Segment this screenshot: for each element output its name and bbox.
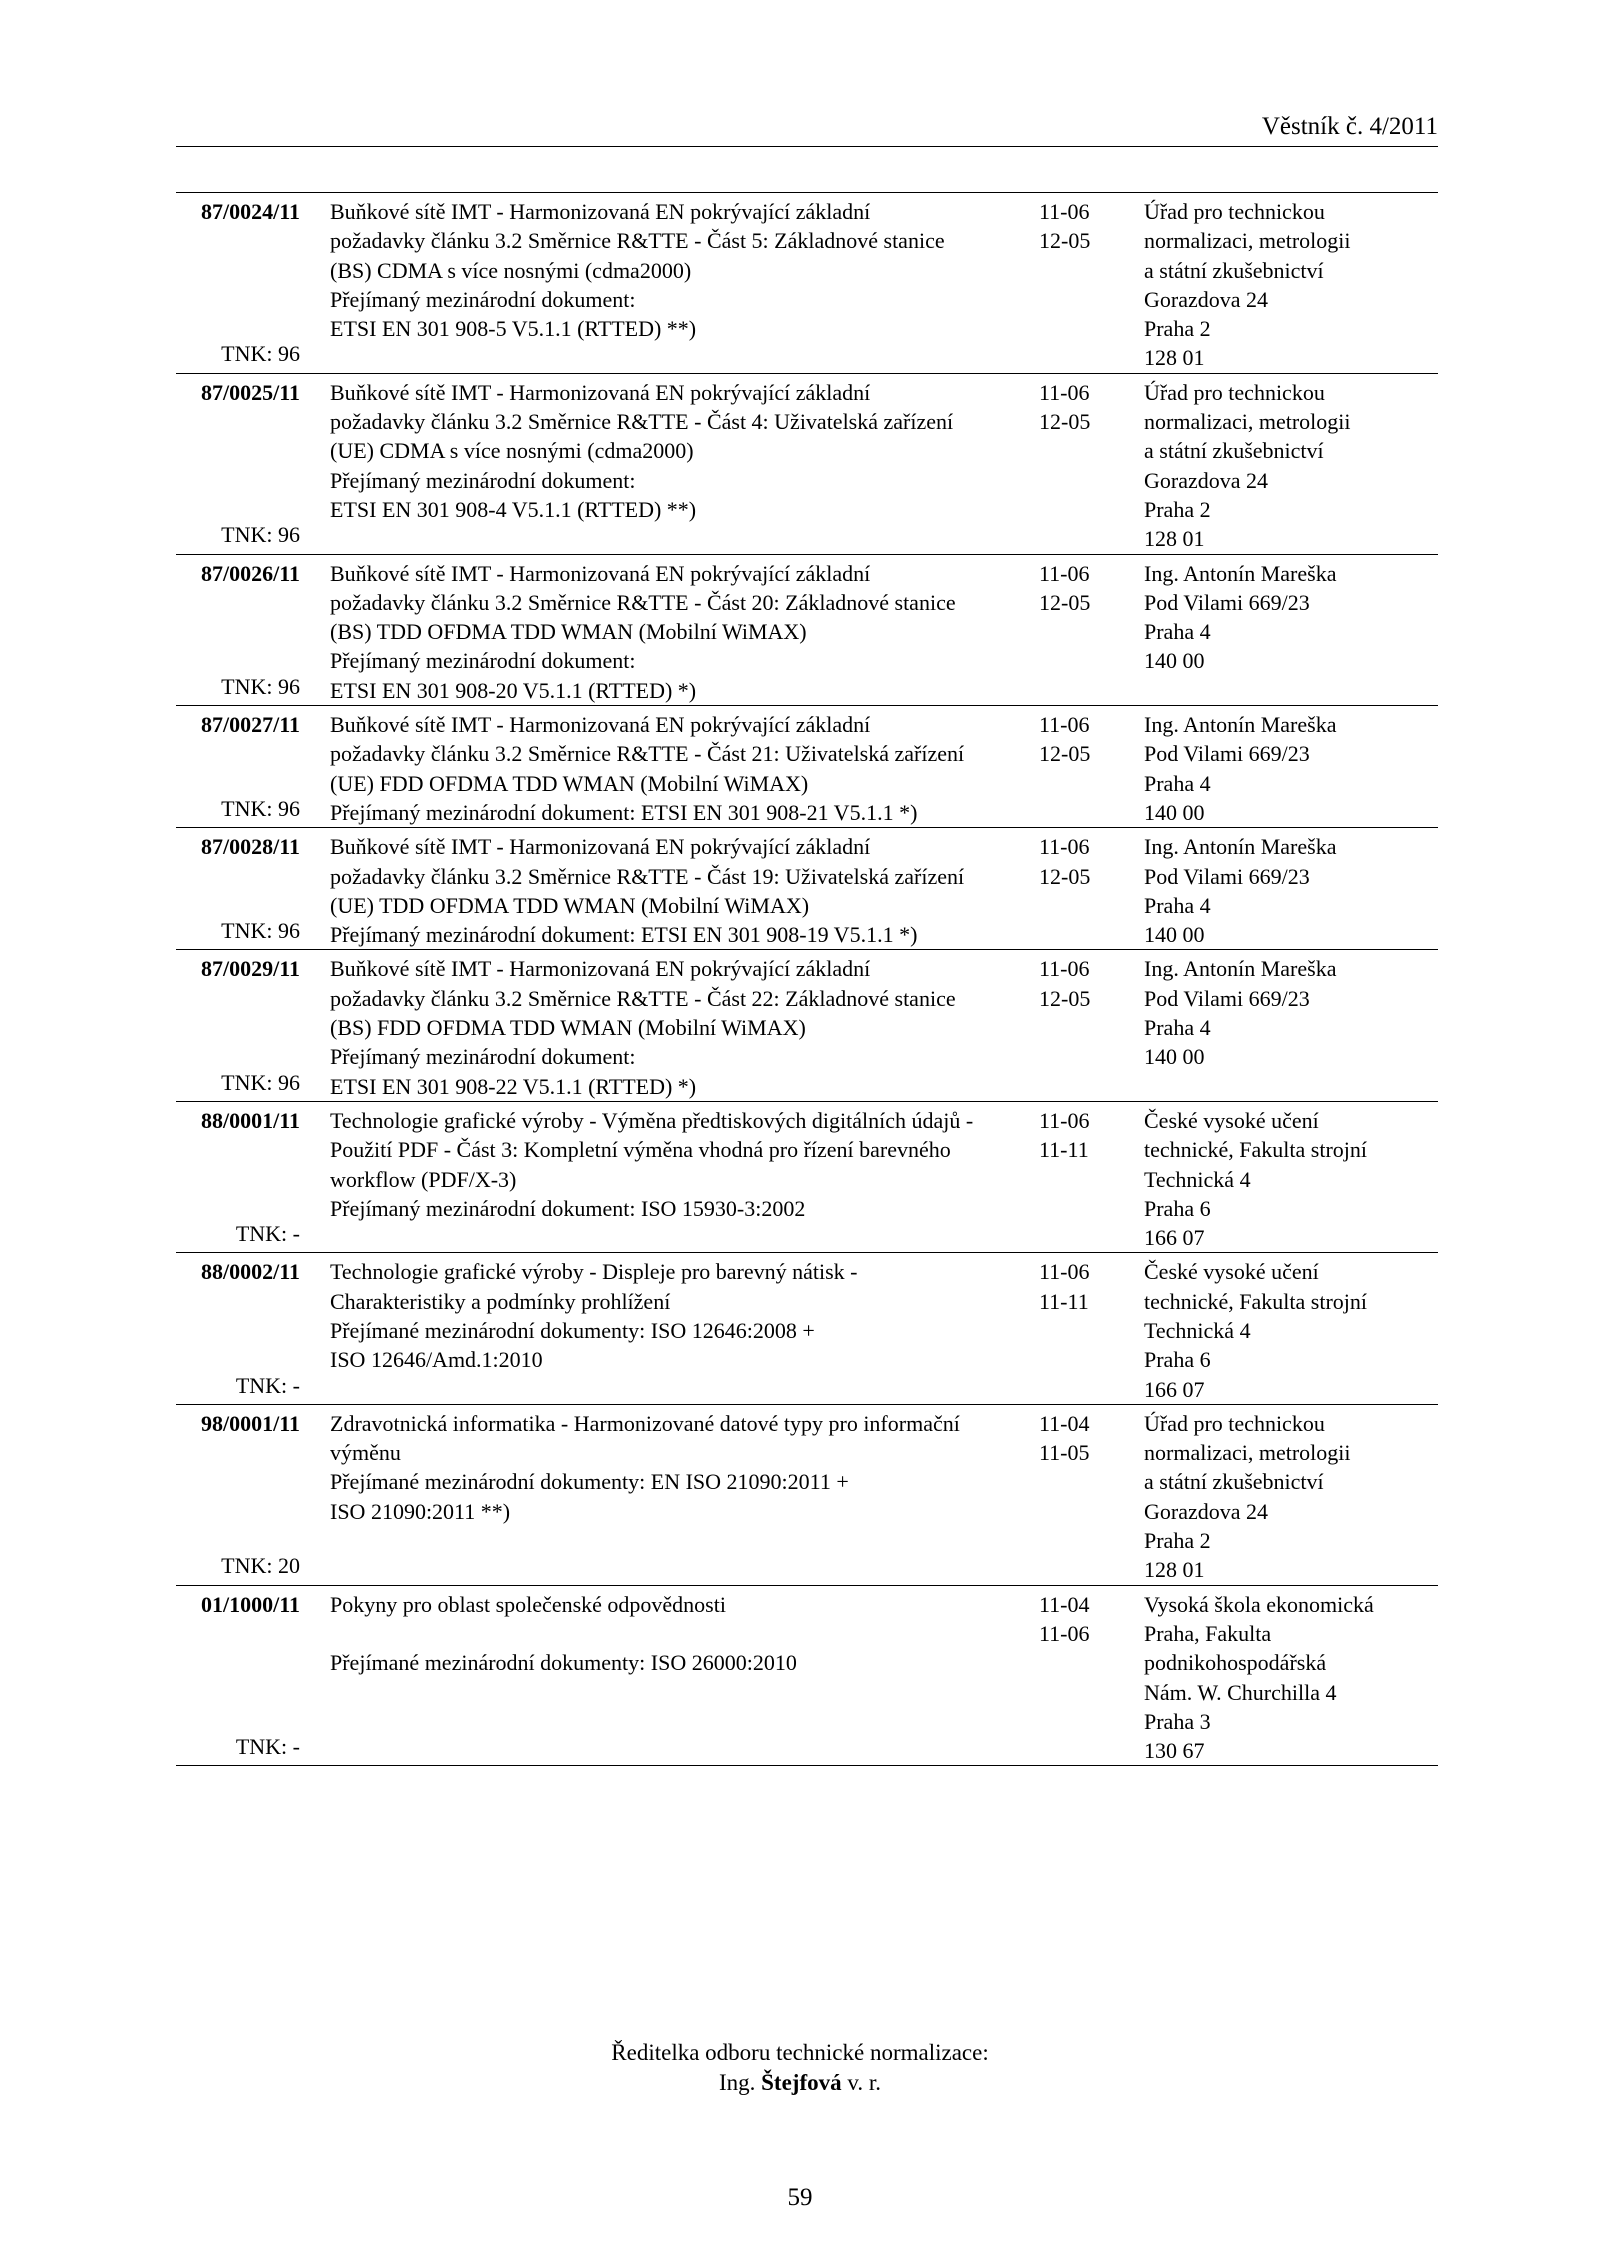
- address-line: 140 00: [1144, 648, 1205, 674]
- dates-cell: [1021, 1106, 1136, 1252]
- norm-id-cell: [176, 1257, 300, 1403]
- title-line: Přejímaný mezinárodní dokument:: [330, 286, 636, 312]
- address-line: podnikohospodářská: [1144, 1650, 1327, 1676]
- title-line: ISO 12646/Amd.1:2010: [330, 1347, 543, 1373]
- address-line: 166 07: [1144, 1376, 1205, 1402]
- title-line: požadavky článku 3.2 Směrnice R&TTE - Část 19: Uživatelská zařízení: [330, 863, 965, 889]
- title-line: workflow (PDF/X-3): [330, 1166, 517, 1192]
- title-line: Buňkové sítě IMT - Harmonizovaná EN pokrývající základní: [330, 834, 871, 860]
- table-row: [176, 1253, 1438, 1404]
- table-row: [176, 1405, 1438, 1586]
- date-value: 11-06: [1039, 834, 1090, 860]
- norm-id-cell: [176, 954, 300, 1100]
- table-row: [176, 1586, 1438, 1766]
- address-line: Ing. Antonín Mareška: [1144, 560, 1337, 586]
- address-line: Gorazdova 24: [1144, 286, 1269, 312]
- norm-title-cell: [300, 1257, 1021, 1403]
- title-line: (UE) TDD OFDMA TDD WMAN (Mobilní WiMAX): [330, 892, 810, 918]
- date-value: 12-05: [1039, 863, 1091, 889]
- address-line: Nám. W. Churchilla 4: [1144, 1679, 1337, 1705]
- norm-number: 87/0028/11: [200, 834, 300, 860]
- title-line: Technologie grafické výroby - Displeje pro barevný nátisk -: [330, 1259, 858, 1285]
- signature-name-line: [0, 2068, 1600, 2098]
- norms-table: [176, 192, 1438, 1766]
- date-value: 12-05: [1039, 228, 1091, 254]
- address-line: 130 67: [1144, 1738, 1205, 1764]
- address-line: Praha 4: [1144, 770, 1211, 796]
- address-line: Úřad pro technickou: [1144, 199, 1325, 224]
- title-line: požadavky článku 3.2 Směrnice R&TTE - Část 4: Uživatelská zařízení: [330, 409, 954, 435]
- address-line: a státní zkušebnictví: [1144, 1469, 1324, 1495]
- date-value: 11-11: [1039, 1137, 1089, 1163]
- address-line: Gorazdova 24: [1144, 467, 1269, 493]
- norm-number: 01/1000/11: [200, 1591, 300, 1617]
- title-line: Přejímaný mezinárodní dokument: ETSI EN 301 908-21 V5.1.1 *): [330, 799, 918, 825]
- table-row: [176, 828, 1438, 950]
- title-line: ETSI EN 301 908-4 V5.1.1 (RTTED) **): [330, 496, 697, 522]
- norm-number: 98/0001/11: [200, 1410, 300, 1436]
- page-header: Věstník č. 4/2011: [176, 112, 1438, 147]
- norm-number: 87/0025/11: [200, 379, 300, 405]
- norm-title-cell: [300, 197, 1021, 373]
- address-line: Gorazdova 24: [1144, 1498, 1269, 1524]
- norm-id-cell: [176, 1106, 300, 1252]
- signature-suffix: v. r.: [841, 2070, 882, 2095]
- norm-id-cell: [176, 378, 300, 554]
- title-line: Přejímaný mezinárodní dokument: ETSI EN 301 908-19 V5.1.1 *): [330, 922, 918, 948]
- title-line: (UE) CDMA s více nosnými (cdma2000): [330, 438, 694, 464]
- tnk-label: TNK: 96: [221, 522, 300, 548]
- date-value: 11-05: [1039, 1440, 1090, 1466]
- tnk-label: TNK: 96: [221, 341, 300, 367]
- processor-address-cell: [1136, 1409, 1438, 1585]
- address-line: Praha 3: [1144, 1708, 1211, 1734]
- dates-cell: [1021, 197, 1136, 373]
- processor-address-cell: [1136, 954, 1438, 1100]
- date-value: 11-06: [1039, 712, 1090, 738]
- address-line: Úřad pro technickou: [1144, 379, 1325, 405]
- title-line: ETSI EN 301 908-22 V5.1.1 (RTTED) *): [330, 1073, 697, 1099]
- title-line: výměnu: [330, 1440, 401, 1466]
- table-row: [176, 706, 1438, 828]
- address-line: České vysoké učení: [1144, 1107, 1319, 1133]
- title-line: požadavky článku 3.2 Směrnice R&TTE - Část 20: Základnové stanice: [330, 589, 956, 615]
- address-line: normalizaci, metrologii: [1144, 228, 1351, 254]
- dates-cell: [1021, 954, 1136, 1100]
- title-line: [330, 1619, 1021, 1648]
- dates-cell: [1021, 559, 1136, 705]
- signature-block: [0, 2038, 1600, 2098]
- title-line: Buňkové sítě IMT - Harmonizovaná EN pokrývající základní: [330, 379, 871, 405]
- address-line: 128 01: [1144, 526, 1205, 552]
- title-line: Přejímaný mezinárodní dokument: ISO 15930-3:2002: [330, 1195, 806, 1221]
- date-value: 12-05: [1039, 589, 1091, 615]
- norm-id-cell: [176, 832, 300, 949]
- title-line: Použití PDF - Část 3: Kompletní výměna vhodná pro řízení barevného: [330, 1137, 951, 1163]
- address-line: Ing. Antonín Mareška: [1144, 834, 1337, 860]
- tnk-label: TNK: 96: [221, 673, 300, 699]
- processor-address-cell: [1136, 1106, 1438, 1252]
- address-line: 128 01: [1144, 1557, 1205, 1583]
- norm-id-cell: [176, 1590, 300, 1766]
- title-line: Přejímaný mezinárodní dokument:: [330, 648, 636, 674]
- title-line: požadavky článku 3.2 Směrnice R&TTE - Část 5: Základnové stanice: [330, 228, 945, 254]
- title-line: Charakteristiky a podmínky prohlížení: [330, 1288, 671, 1314]
- tnk-label: TNK: -: [235, 1221, 300, 1247]
- title-line: (UE) FDD OFDMA TDD WMAN (Mobilní WiMAX): [330, 770, 809, 796]
- address-line: Praha 2: [1144, 496, 1211, 522]
- address-line: Praha, Fakulta: [1144, 1620, 1272, 1646]
- address-line: Technická 4: [1144, 1317, 1251, 1343]
- norm-number: 87/0026/11: [200, 560, 300, 586]
- address-line: Praha 4: [1144, 619, 1211, 645]
- norm-number: 87/0027/11: [200, 712, 300, 738]
- title-line: Buňkové sítě IMT - Harmonizovaná EN pokrývající základní: [330, 199, 871, 224]
- processor-address-cell: [1136, 832, 1438, 949]
- title-line: Přejímané mezinárodní dokumenty: ISO 12646:2008 +: [330, 1317, 815, 1343]
- date-value: 11-06: [1039, 1259, 1090, 1285]
- address-line: 140 00: [1144, 1044, 1205, 1070]
- date-value: 12-05: [1039, 409, 1091, 435]
- address-line: Praha 4: [1144, 892, 1211, 918]
- title-line: (BS) FDD OFDMA TDD WMAN (Mobilní WiMAX): [330, 1015, 806, 1041]
- tnk-label: TNK: 96: [221, 918, 300, 944]
- date-value: 11-06: [1039, 560, 1090, 586]
- title-line: Buňkové sítě IMT - Harmonizovaná EN pokrývající základní: [330, 956, 871, 982]
- address-line: 166 07: [1144, 1225, 1205, 1251]
- title-line: Buňkové sítě IMT - Harmonizovaná EN pokrývající základní: [330, 712, 871, 738]
- address-line: 140 00: [1144, 799, 1205, 825]
- norm-id-cell: [176, 197, 300, 373]
- tnk-label: TNK: 96: [221, 1069, 300, 1095]
- norm-number: 87/0024/11: [200, 199, 300, 224]
- address-line: 140 00: [1144, 922, 1205, 948]
- date-value: 11-04: [1039, 1591, 1090, 1617]
- dates-cell: [1021, 1257, 1136, 1403]
- address-line: normalizaci, metrologii: [1144, 1440, 1351, 1466]
- dates-cell: [1021, 710, 1136, 827]
- norm-number: 87/0029/11: [200, 956, 300, 982]
- dates-cell: [1021, 1590, 1136, 1766]
- address-line: České vysoké učení: [1144, 1259, 1319, 1285]
- address-line: Ing. Antonín Mareška: [1144, 956, 1337, 982]
- dates-cell: [1021, 1409, 1136, 1585]
- date-value: 12-05: [1039, 985, 1091, 1011]
- norm-title-cell: [300, 1409, 1021, 1585]
- signature-name: Štejfová: [761, 2070, 842, 2095]
- table-row: [176, 193, 1438, 374]
- title-line: Přejímané mezinárodní dokumenty: ISO 26000:2010: [330, 1650, 797, 1676]
- address-line: Vysoká škola ekonomická: [1144, 1591, 1374, 1617]
- date-value: 11-06: [1039, 956, 1090, 982]
- title-line: požadavky článku 3.2 Směrnice R&TTE - Část 22: Základnové stanice: [330, 985, 956, 1011]
- tnk-label: TNK: 20: [221, 1553, 300, 1579]
- page-number: 59: [787, 2184, 813, 2211]
- address-line: a státní zkušebnictví: [1144, 257, 1324, 283]
- norm-title-cell: [300, 1590, 1021, 1766]
- norm-title-cell: [300, 954, 1021, 1100]
- address-line: a státní zkušebnictví: [1144, 438, 1324, 464]
- title-line: Buňkové sítě IMT - Harmonizovaná EN pokrývající základní: [330, 560, 871, 586]
- title-line: Technologie grafické výroby - Výměna předtiskových digitálních údajů -: [330, 1107, 974, 1133]
- table-row: [176, 374, 1438, 555]
- address-line: Praha 2: [1144, 1528, 1211, 1554]
- processor-address-cell: [1136, 378, 1438, 554]
- norm-id-cell: [176, 559, 300, 705]
- processor-address-cell: [1136, 1257, 1438, 1403]
- norm-title-cell: [300, 832, 1021, 949]
- norm-id-cell: [176, 1409, 300, 1585]
- address-line: technické, Fakulta strojní: [1144, 1137, 1367, 1163]
- signature-prefix: Ing.: [718, 2070, 762, 2095]
- norm-id-cell: [176, 710, 300, 827]
- date-value: 12-05: [1039, 741, 1091, 767]
- norm-title-cell: [300, 559, 1021, 705]
- address-line: Pod Vilami 669/23: [1144, 863, 1310, 889]
- processor-address-cell: [1136, 710, 1438, 827]
- title-line: (BS) CDMA s více nosnými (cdma2000): [330, 257, 692, 283]
- address-line: Pod Vilami 669/23: [1144, 985, 1310, 1011]
- title-line: ETSI EN 301 908-20 V5.1.1 (RTTED) *): [330, 677, 697, 703]
- norm-title-cell: [300, 1106, 1021, 1252]
- table-row: [176, 555, 1438, 706]
- date-value: 11-06: [1039, 199, 1090, 224]
- title-line: požadavky článku 3.2 Směrnice R&TTE - Část 21: Uživatelská zařízení: [330, 741, 965, 767]
- title-line: ISO 21090:2011 **): [330, 1498, 511, 1524]
- norm-title-cell: [300, 710, 1021, 827]
- date-value: 11-11: [1039, 1288, 1089, 1314]
- title-line: Pokyny pro oblast společenské odpovědnosti: [330, 1591, 726, 1617]
- title-line: ETSI EN 301 908-5 V5.1.1 (RTTED) **): [330, 316, 697, 342]
- date-value: 11-06: [1039, 1107, 1090, 1133]
- date-value: 11-04: [1039, 1410, 1090, 1436]
- title-line: Zdravotnická informatika - Harmonizované datové typy pro informační: [330, 1410, 960, 1436]
- address-line: Praha 4: [1144, 1015, 1211, 1041]
- tnk-label: TNK: 96: [221, 795, 300, 821]
- table-row: [176, 1102, 1438, 1253]
- address-line: Praha 6: [1144, 1195, 1211, 1221]
- dates-cell: [1021, 832, 1136, 949]
- address-line: Úřad pro technickou: [1144, 1410, 1325, 1436]
- processor-address-cell: [1136, 197, 1438, 373]
- address-line: 128 01: [1144, 345, 1205, 371]
- address-line: technické, Fakulta strojní: [1144, 1288, 1367, 1314]
- norm-number: 88/0001/11: [200, 1107, 300, 1133]
- title-line: Přejímaný mezinárodní dokument:: [330, 467, 636, 493]
- processor-address-cell: [1136, 559, 1438, 705]
- title-line: Přejímané mezinárodní dokumenty: EN ISO 21090:2011 +: [330, 1469, 849, 1495]
- address-line: Praha 2: [1144, 316, 1211, 342]
- address-line: Pod Vilami 669/23: [1144, 589, 1310, 615]
- signature-role: Ředitelka odboru technické normalizace:: [611, 2040, 989, 2065]
- norm-number: 88/0002/11: [200, 1259, 300, 1285]
- table-row: [176, 950, 1438, 1101]
- date-value: 11-06: [1039, 1620, 1090, 1646]
- address-line: Pod Vilami 669/23: [1144, 741, 1310, 767]
- address-line: normalizaci, metrologii: [1144, 409, 1351, 435]
- processor-address-cell: [1136, 1590, 1438, 1766]
- norm-title-cell: [300, 378, 1021, 554]
- address-line: Praha 6: [1144, 1347, 1211, 1373]
- tnk-label: TNK: -: [235, 1734, 300, 1760]
- address-line: Ing. Antonín Mareška: [1144, 712, 1337, 738]
- dates-cell: [1021, 378, 1136, 554]
- date-value: 11-06: [1039, 379, 1090, 405]
- address-line: Technická 4: [1144, 1166, 1251, 1192]
- title-line: (BS) TDD OFDMA TDD WMAN (Mobilní WiMAX): [330, 619, 807, 645]
- tnk-label: TNK: -: [235, 1372, 300, 1398]
- title-line: Přejímaný mezinárodní dokument:: [330, 1044, 636, 1070]
